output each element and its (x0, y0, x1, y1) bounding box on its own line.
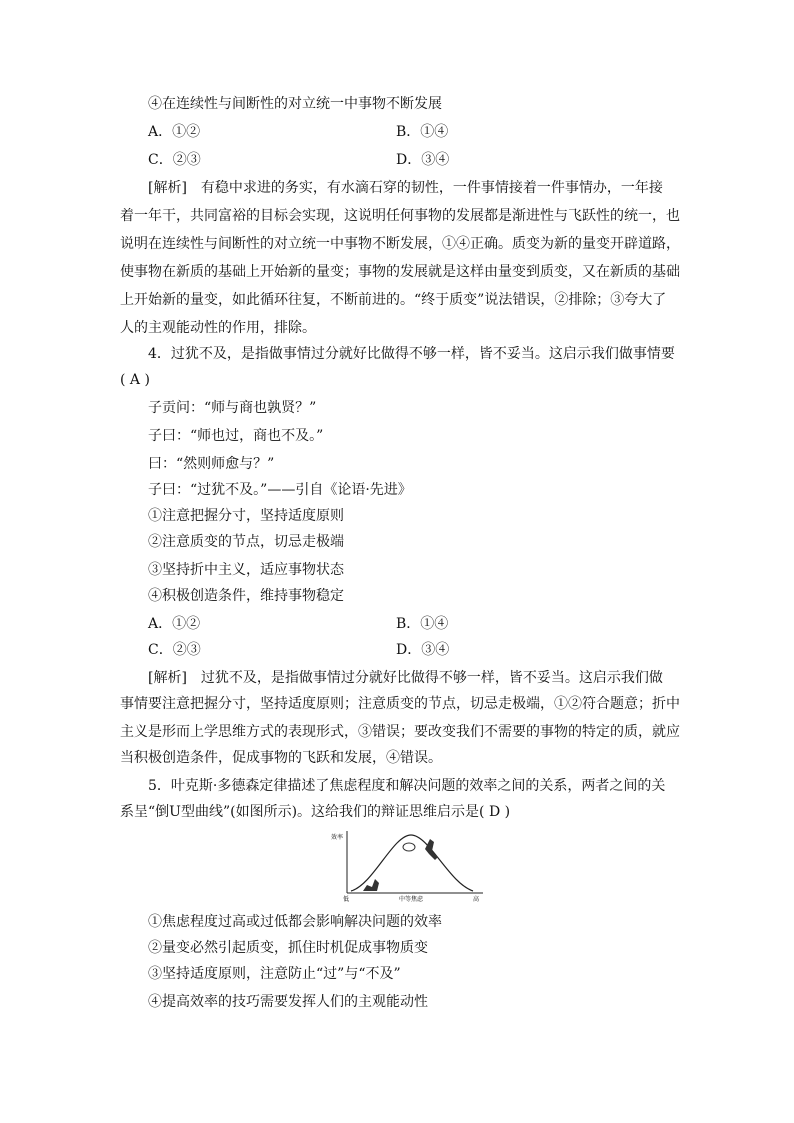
analysis-line: [解析] 有稳中求进的务实，有水滴石穿的韧性，一件事情接着一件事情办，一年接 (148, 180, 663, 196)
statement-3: ③坚持适度原则，注意防止“过”与“不及” (148, 966, 401, 982)
analysis-line: 事情要注意把握分寸，坚持适度原则；注意质变的节点，切忌走极端，①②符合题意；折中 (120, 696, 680, 712)
x-label-low: 低 (343, 896, 350, 903)
line-option-4: ④在连续性与间断性的对立统一中事物不断发展 (148, 96, 442, 112)
statement-1: ①焦虑程度过高或过低都会影响解决问题的效率 (148, 914, 442, 930)
quote-line: 子贡问：“师与商也孰贤？” (148, 400, 317, 416)
option-c: C．②③ (148, 642, 201, 658)
option-d: D．③④ (396, 152, 450, 168)
inverted-u-curve-illustration (330, 825, 485, 903)
statement-2: ②量变必然引起质变，抓住时机促成事物质变 (148, 940, 428, 956)
option-b: B．①④ (396, 616, 449, 632)
statement-4: ④积极创造条件，维持事物稳定 (148, 588, 344, 604)
question-5-stem: 系呈“倒U型曲线”(如图所示)。这给我们的辩证思维启示是( D ) (120, 804, 511, 820)
quote-line: 子曰：“师也过，商也不及。” (148, 428, 324, 444)
option-b: B．①④ (396, 124, 449, 140)
analysis-line: 当积极创造条件，促成事物的飞跃和发展，④错误。 (120, 750, 442, 766)
analysis-line: 说明在连续性与间断性的对立统一中事物不断发展，①④正确。质变为新的量变开辟道路， (120, 236, 680, 252)
x-label-mid: 中等焦虑 (399, 896, 424, 903)
analysis-line: 使事物在新质的基础上开始新的量变；事物的发展就是这样由量变到质变，又在新质的基础 (120, 264, 680, 280)
question-5-stem: 5．叶克斯·多德森定律描述了焦虑程度和解决问题的效率之间的关系，两者之间的关 (148, 778, 666, 794)
sweat-cloud (403, 843, 415, 851)
question-4-answer: ( A ) (120, 372, 150, 388)
analysis-line: 主义是形而上学思维方式的表现形式，③错误；要改变我们不需要的事物的特定的质，就应 (120, 724, 680, 740)
option-a: A．①② (148, 616, 201, 632)
y-axis-label: 效率 (330, 834, 343, 841)
inverted-u-figure (330, 825, 485, 903)
statement-3: ③坚持折中主义，适应事物状态 (148, 562, 344, 578)
option-a: A．①② (148, 124, 201, 140)
quote-line: 子曰：“过犹不及。”——引自《论语·先进》 (148, 482, 412, 498)
analysis-line: 上开始新的量变，如此循环往复，不断前进的。“终于质变”说法错误，②排除；③夸大了 (120, 292, 667, 308)
analysis-line: 着一年干，共同富裕的目标会实现，这说明任何事物的发展都是渐进性与飞跃性的统一，也 (120, 208, 680, 224)
x-label-high: 高 (473, 896, 480, 903)
statement-1: ①注意把握分寸，坚持适度原则 (148, 508, 344, 524)
statement-4: ④提高效率的技巧需要发挥人们的主观能动性 (148, 994, 428, 1010)
option-d: D．③④ (396, 642, 450, 658)
analysis-line: 人的主观能动性的作用，排除。 (120, 320, 316, 336)
question-4-stem: 4．过犹不及，是指做事情过分就好比做得不够一样，皆不妥当。这启示我们做事情要 (148, 346, 675, 362)
climber-figure-peak (425, 839, 438, 860)
analysis-line: [解析] 过犹不及，是指做事情过分就好比做得不够一样，皆不妥当。这启示我们做 (148, 670, 663, 686)
statement-2: ②注意质变的节点，切忌走极端 (148, 534, 344, 550)
option-c: C．②③ (148, 152, 201, 168)
quote-line: 曰：“然则师愈与？” (148, 456, 275, 472)
